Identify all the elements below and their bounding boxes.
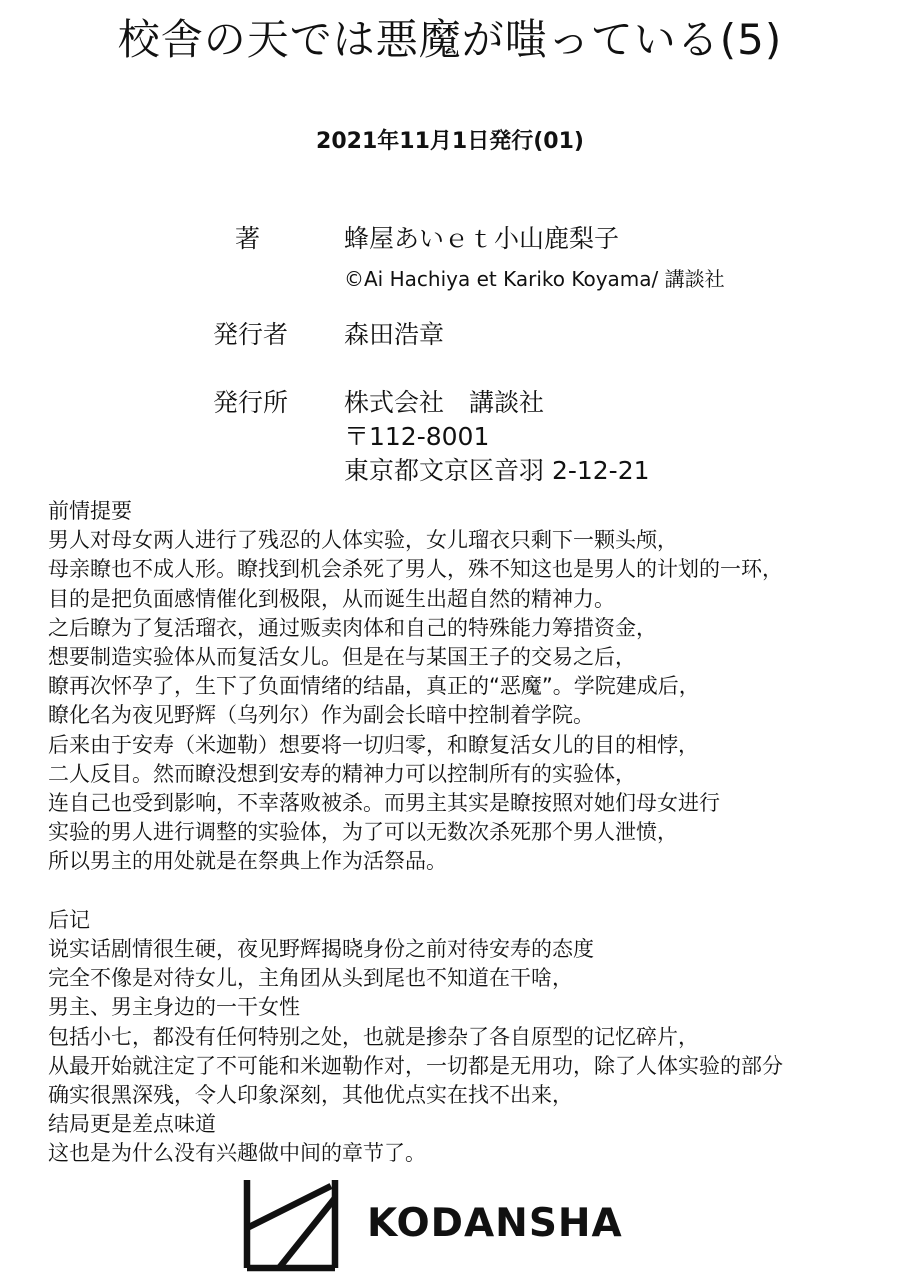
notes-line: 母亲瞭也不成人形。瞭找到机会杀死了男人，殊不知这也是男人的计划的一环， bbox=[48, 557, 783, 582]
issue-date: 2021年11月1日発行(01) bbox=[316, 129, 584, 154]
notes-line: 二人反目。然而瞭没想到安寿的精神力可以控制所有的实验体， bbox=[48, 761, 636, 786]
notes-line: 之后瞭为了复活瑠衣，通过贩卖肉体和自己的特殊能力筹措资金， bbox=[48, 615, 657, 640]
author-name: 蜂屋あいｅｔ小山鹿梨子 bbox=[344, 224, 620, 253]
notes-line: 瞭化名为夜见野辉（乌列尔）作为副会长暗中控制着学院。 bbox=[48, 703, 594, 728]
publisher-person: 森田浩章 bbox=[344, 320, 445, 349]
notes-line: 男人对母女两人进行了残忍的人体实验，女儿瑠衣只剩下一颗头颅， bbox=[48, 528, 678, 553]
address: 東京都文京区音羽 2-12-21 bbox=[344, 456, 650, 485]
notes-line: 所以男主的用处就是在祭典上作为活祭品。 bbox=[48, 849, 447, 874]
translator-notes bbox=[48, 497, 898, 1169]
notes-line: 瞭再次怀孕了，生下了负面情绪的结晶，真正的“恶魔”。学院建成后， bbox=[48, 674, 700, 699]
notes-line bbox=[48, 877, 898, 906]
notes-line: 结局更是差点味道 bbox=[48, 1112, 216, 1137]
publisher-company: 株式会社 講談社 bbox=[344, 388, 545, 417]
kodansha-logo bbox=[243, 1176, 643, 1271]
kodansha-wordmark: KODANSHA bbox=[367, 1201, 623, 1246]
copyright-line: ©Ai Hachiya et Kariko Koyama/ 講談社 bbox=[344, 267, 725, 291]
notes-line: 前情提要 bbox=[48, 499, 132, 523]
publisher-label: 発行所 bbox=[212, 388, 288, 417]
notes-line: 实验的男人进行调整的实验体，为了可以无数次杀死那个男人泄愤， bbox=[48, 820, 678, 845]
publisher-person-label: 発行者 bbox=[212, 320, 288, 349]
notes-line: 完全不像是对待女儿，主角团从头到尾也不知道在干啥， bbox=[48, 966, 573, 991]
postal-code: 〒112-8001 bbox=[344, 422, 490, 451]
notes-line: 说实话剧情很生硬，夜见野辉揭晓身份之前对待安寿的态度 bbox=[48, 937, 594, 962]
notes-line: 后来由于安寿（米迦勒）想要将一切归零，和瞭复活女儿的目的相悖， bbox=[48, 732, 699, 757]
author-label: 著 bbox=[234, 224, 260, 253]
notes-line: 包括小七，都没有任何特别之处，也就是掺杂了各自原型的记忆碎片， bbox=[48, 1024, 699, 1049]
kodansha-logo-icon bbox=[243, 1176, 339, 1272]
notes-line: 想要制造实验体从而复活女儿。但是在与某国王子的交易之后， bbox=[48, 645, 636, 670]
notes-line: 目的是把负面感情催化到极限，从而诞生出超自然的精神力。 bbox=[48, 586, 615, 611]
notes-line: 确实很黑深残，令人印象深刻，其他优点实在找不出来， bbox=[48, 1083, 573, 1108]
notes-line: 连自己也受到影响，不幸落败被杀。而男主其实是瞭按照对她们母女进行 bbox=[48, 791, 720, 816]
notes-line: 从最开始就注定了不可能和米迦勒作对，一切都是无用功，除了人体实验的部分 bbox=[48, 1053, 783, 1078]
notes-line: 后记 bbox=[48, 907, 90, 932]
notes-line: 这也是为什么没有兴趣做中间的章节了。 bbox=[48, 1141, 426, 1166]
book-title: 校舎の天では悪魔が嗤っている(5) bbox=[117, 15, 783, 64]
colophon bbox=[0, 0, 900, 500]
notes-line: 男主、男主身边的一干女性 bbox=[48, 995, 300, 1020]
